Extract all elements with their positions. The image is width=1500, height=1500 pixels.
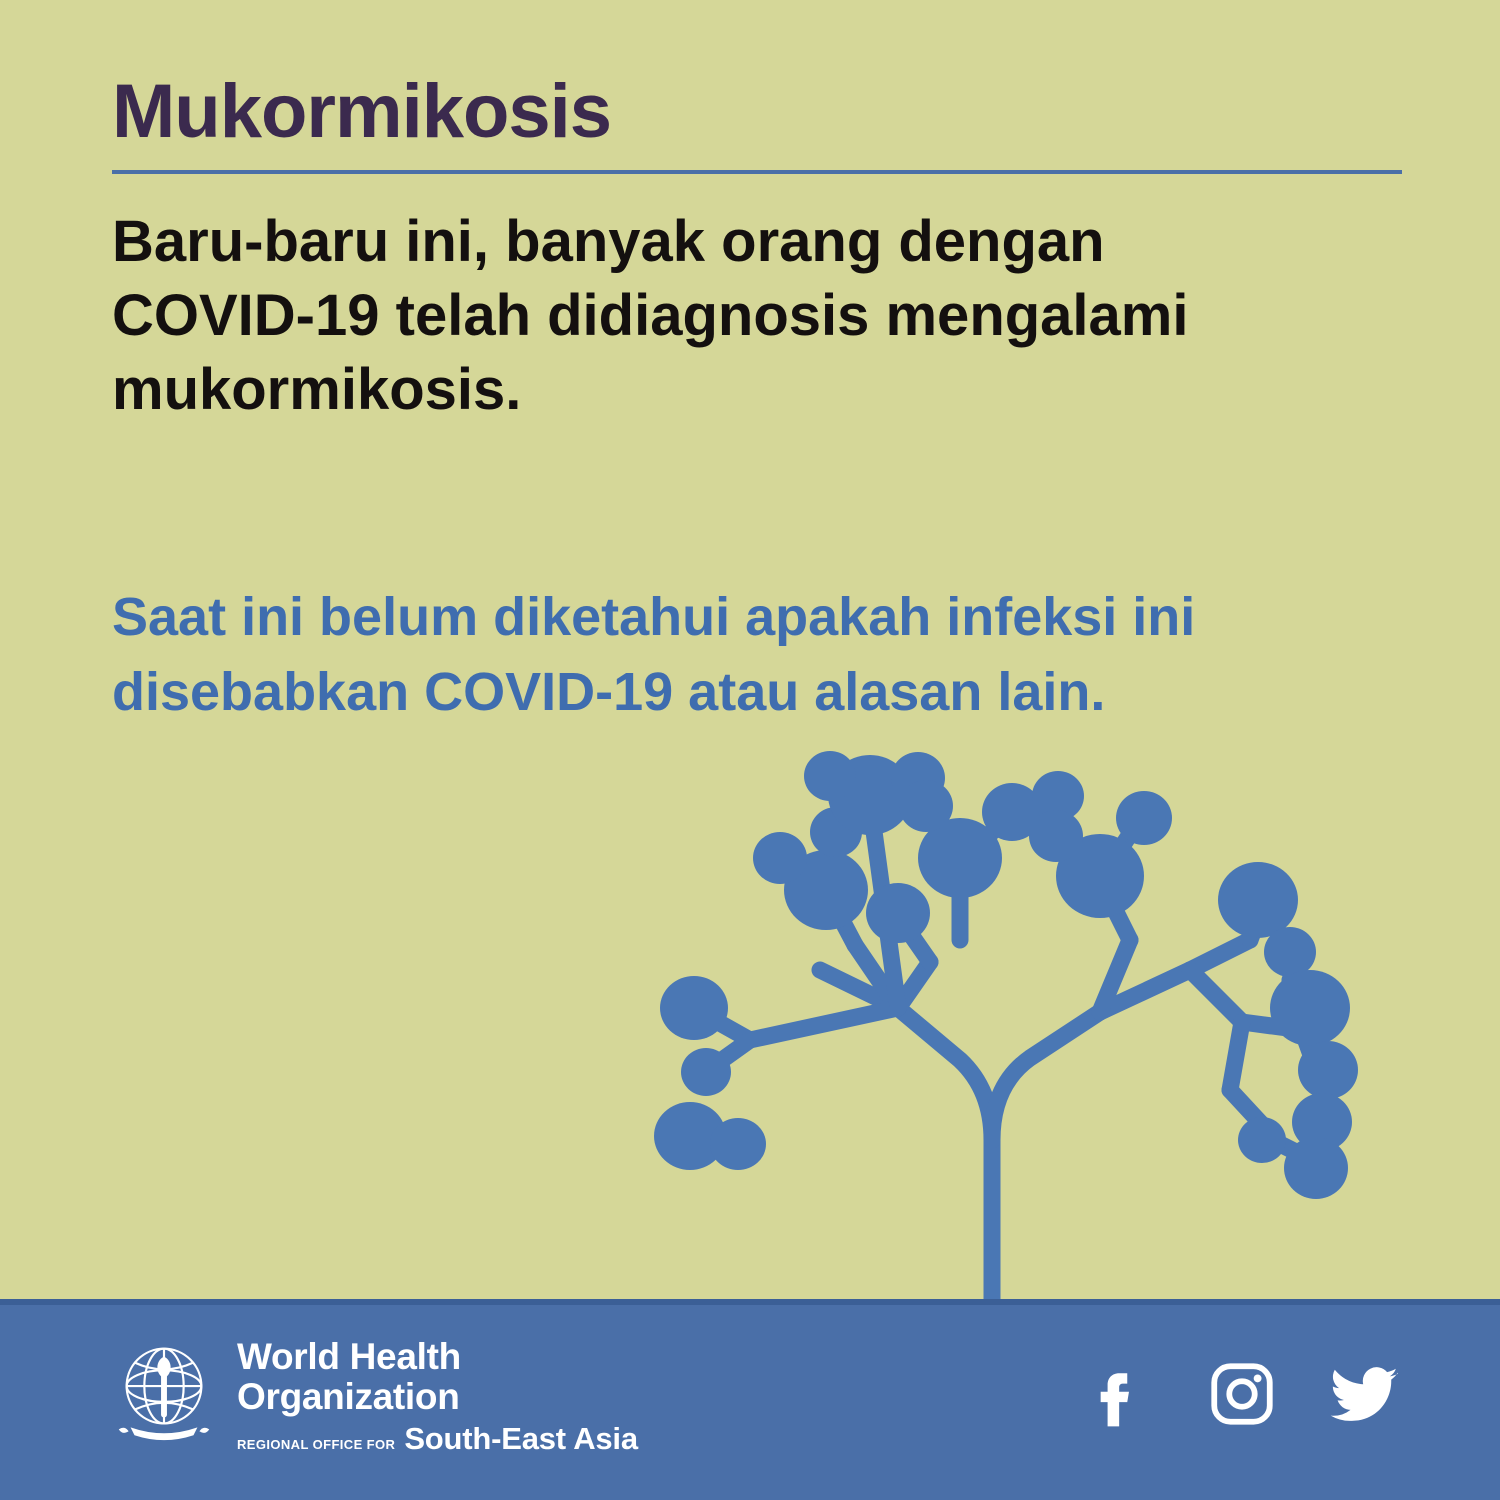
who-region-row [237, 1421, 638, 1457]
social-links [1079, 1355, 1405, 1433]
who-wordmark [237, 1337, 638, 1457]
title-block [112, 69, 1402, 174]
who-name-line1: World Health [237, 1336, 461, 1377]
who-region-prefix: REGIONAL OFFICE FOR [237, 1437, 396, 1453]
title-divider [112, 170, 1402, 174]
who-region-name: South-East Asia [404, 1421, 638, 1457]
instagram-icon[interactable] [1203, 1355, 1281, 1433]
facebook-icon[interactable] [1079, 1355, 1157, 1433]
highlight-paragraph: Saat ini belum diketahui apakah infeksi ini disebabkan COVID-19 atau alasan lain. [112, 587, 1196, 722]
footer-bar [0, 1299, 1500, 1500]
who-name-line2: Organization [237, 1375, 460, 1417]
who-emblem-icon [105, 1331, 223, 1449]
twitter-icon[interactable] [1327, 1355, 1405, 1433]
page-title: Mukormikosis [112, 69, 612, 154]
intro-paragraph: Baru-baru ini, banyak orang dengan COVID-19 telah didiagnosis mengalami mukormikosis. [112, 209, 1189, 423]
who-logo [105, 1331, 638, 1457]
fungus-illustration [630, 740, 1430, 1320]
